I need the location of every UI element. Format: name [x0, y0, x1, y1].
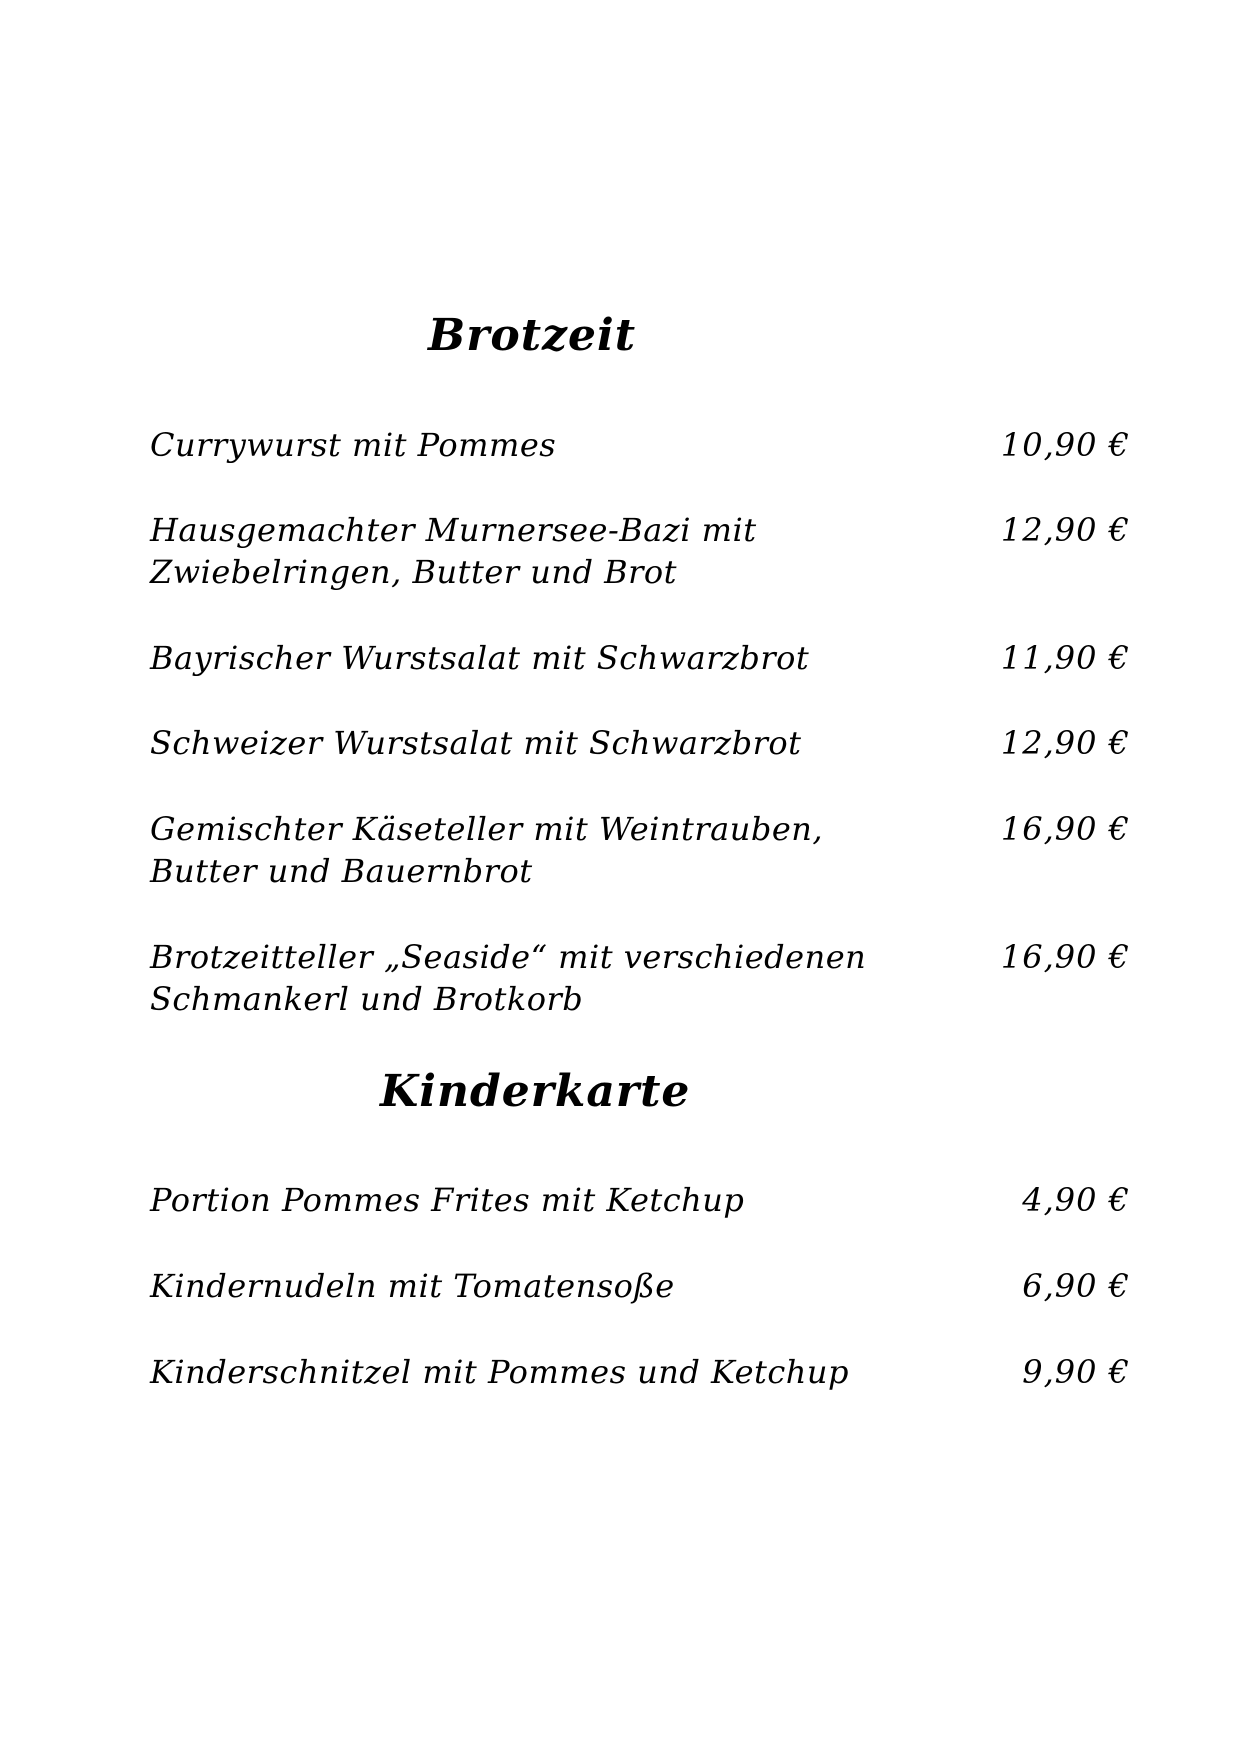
item-name: Kindernudeln mit Tomatensoße: [150, 1267, 675, 1305]
item-price: 4,90 €: [1022, 1181, 1130, 1219]
item-name: Currywurst mit Pommes: [150, 426, 557, 464]
item-name: Brotzeitteller „Seaside“ mit verschiedenen Schmankerl und Brotkorb: [150, 938, 867, 1018]
item-name: Portion Pommes Frites mit Ketchup: [150, 1181, 745, 1219]
item-name: Kinderschnitzel mit Pommes und Ketchup: [150, 1353, 849, 1391]
item-name: Schweizer Wurstsalat mit Schwarzbrot: [150, 724, 802, 762]
item-price: 6,90 €: [1022, 1267, 1130, 1305]
item-price: 12,90 €: [1000, 724, 1130, 762]
item-price: 9,90 €: [1022, 1353, 1130, 1391]
item-price: 10,90 €: [1000, 426, 1130, 464]
item-price: 11,90 €: [1000, 639, 1130, 677]
item-name: Gemischter Käseteller mit Weintrauben, Butter und Bauernbrot: [150, 810, 824, 890]
section-title-kinderkarte: Kinderkarte: [380, 1066, 691, 1117]
item-price: 16,90 €: [1000, 810, 1130, 848]
item-name: Bayrischer Wurstsalat mit Schwarzbrot: [150, 639, 810, 677]
item-price: 16,90 €: [1000, 938, 1130, 976]
item-price: 12,90 €: [1000, 511, 1130, 549]
item-name: Hausgemachter Murnersee-Bazi mit Zwiebelringen, Butter und Brot: [150, 511, 757, 591]
section-title-brotzeit: Brotzeit: [428, 310, 637, 361]
